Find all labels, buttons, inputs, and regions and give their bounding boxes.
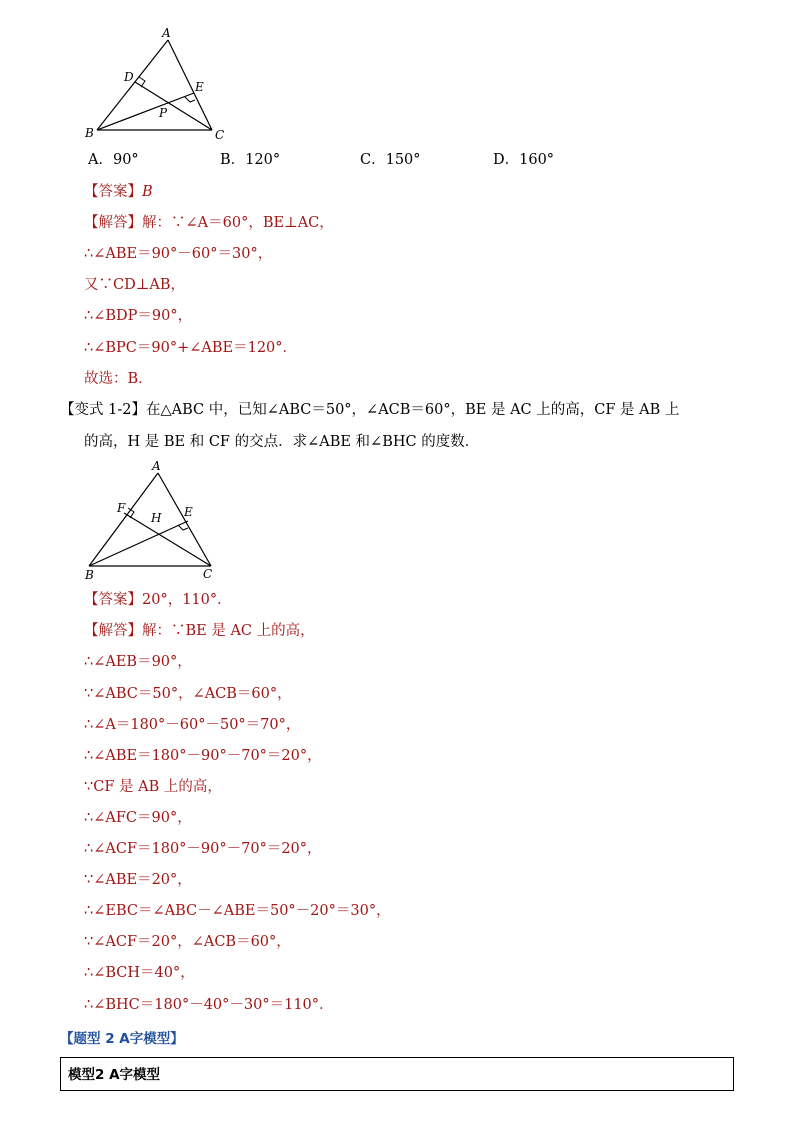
solution-1-line-4: ∴∠BPC＝90°+∠ABE＝120°． <box>84 340 298 356</box>
triangle-figure-2 <box>0 455 793 585</box>
solution-2-line-11: ∴∠BCH＝40°， <box>84 965 195 981</box>
answer-tag: 【答案】 <box>84 184 142 200</box>
option-c: C．150° <box>360 152 421 168</box>
solution-tag: 【解答】 <box>84 215 142 231</box>
solution-1-line-5: 故选：B． <box>84 371 153 387</box>
solution-tag: 【解答】 <box>84 623 142 639</box>
label-A: A <box>152 459 161 473</box>
option-d: D．160° <box>493 152 555 168</box>
solution-2-line-5: ∵CF 是 AB 上的高， <box>84 779 222 795</box>
solution-2-line-6: ∴∠AFC＝90°， <box>84 810 192 826</box>
label-B: B <box>85 568 94 582</box>
solution-2-line-9: ∴∠EBC＝∠ABC－∠ABE＝50°－20°＝30°， <box>84 903 391 919</box>
solution-2-line-7: ∴∠ACF＝180°－90°－70°＝20°， <box>84 841 322 857</box>
option-b: B．120° <box>220 152 281 168</box>
solution-2-line-12: ∴∠BHC＝180°－40°－30°＝110°． <box>84 997 334 1013</box>
model-box <box>60 1057 734 1091</box>
answer-tag: 【答案】 <box>84 592 142 608</box>
answer-value: 20°，110°． <box>142 592 232 608</box>
solution-2-line-3: ∴∠A＝180°－60°－50°＝70°， <box>84 717 301 733</box>
problem-text-1: 在△ABC 中，已知∠ABC＝50°，∠ACB＝60°，BE 是 AC 上的高，CF 是 AB 上 <box>145 402 680 418</box>
label-C: C <box>215 128 225 142</box>
solution-2-line-0 <box>84 621 315 641</box>
label-H: H <box>151 511 162 525</box>
label-P: P <box>159 106 168 120</box>
solution-1-line-3: ∴∠BDP＝90°， <box>84 308 193 324</box>
section-heading: 【题型 2 A字模型】 <box>60 1031 184 1047</box>
solution-2-line-8: ∵∠ABE＝20°， <box>84 872 192 888</box>
model-box-label: 模型2 A字模型 <box>68 1067 161 1083</box>
solution-1-line-2: 又∵CD⊥AB， <box>84 277 185 293</box>
answer-1 <box>84 182 153 202</box>
solution-1-line-0 <box>84 213 334 233</box>
label-E: E <box>184 505 193 519</box>
label-A: A <box>162 26 171 40</box>
solution-2-line-10: ∵∠ACF＝20°，∠ACB＝60°， <box>84 934 291 950</box>
solution-1-line-1: ∴∠ABE＝90°－60°＝30°， <box>84 246 273 262</box>
solution-text: 解：∵∠A＝60°，BE⊥AC， <box>142 215 334 231</box>
solution-text: 解：∵BE 是 AC 上的高， <box>142 623 315 639</box>
problem-2-line-1 <box>60 400 679 420</box>
solution-2-line-4: ∴∠ABE＝180°－90°－70°＝20°， <box>84 748 322 764</box>
solution-2-line-1: ∴∠AEB＝90°， <box>84 654 192 670</box>
label-F: F <box>117 501 126 515</box>
label-D: D <box>124 70 134 84</box>
solution-2-line-2: ∵∠ABC＝50°，∠ACB＝60°， <box>84 686 292 702</box>
option-a: A．90° <box>88 152 139 168</box>
label-E: E <box>195 80 204 94</box>
answer-value: B <box>142 184 153 200</box>
label-B: B <box>85 126 94 140</box>
answer-2 <box>84 590 232 610</box>
problem-tag: 【变式 1-2】 <box>60 402 146 418</box>
label-C: C <box>203 567 213 581</box>
triangle-figure-1 <box>0 0 793 150</box>
problem-2-line-2: 的高，H 是 BE 和 CF 的交点．求∠ABE 和∠BHC 的度数． <box>84 434 480 450</box>
